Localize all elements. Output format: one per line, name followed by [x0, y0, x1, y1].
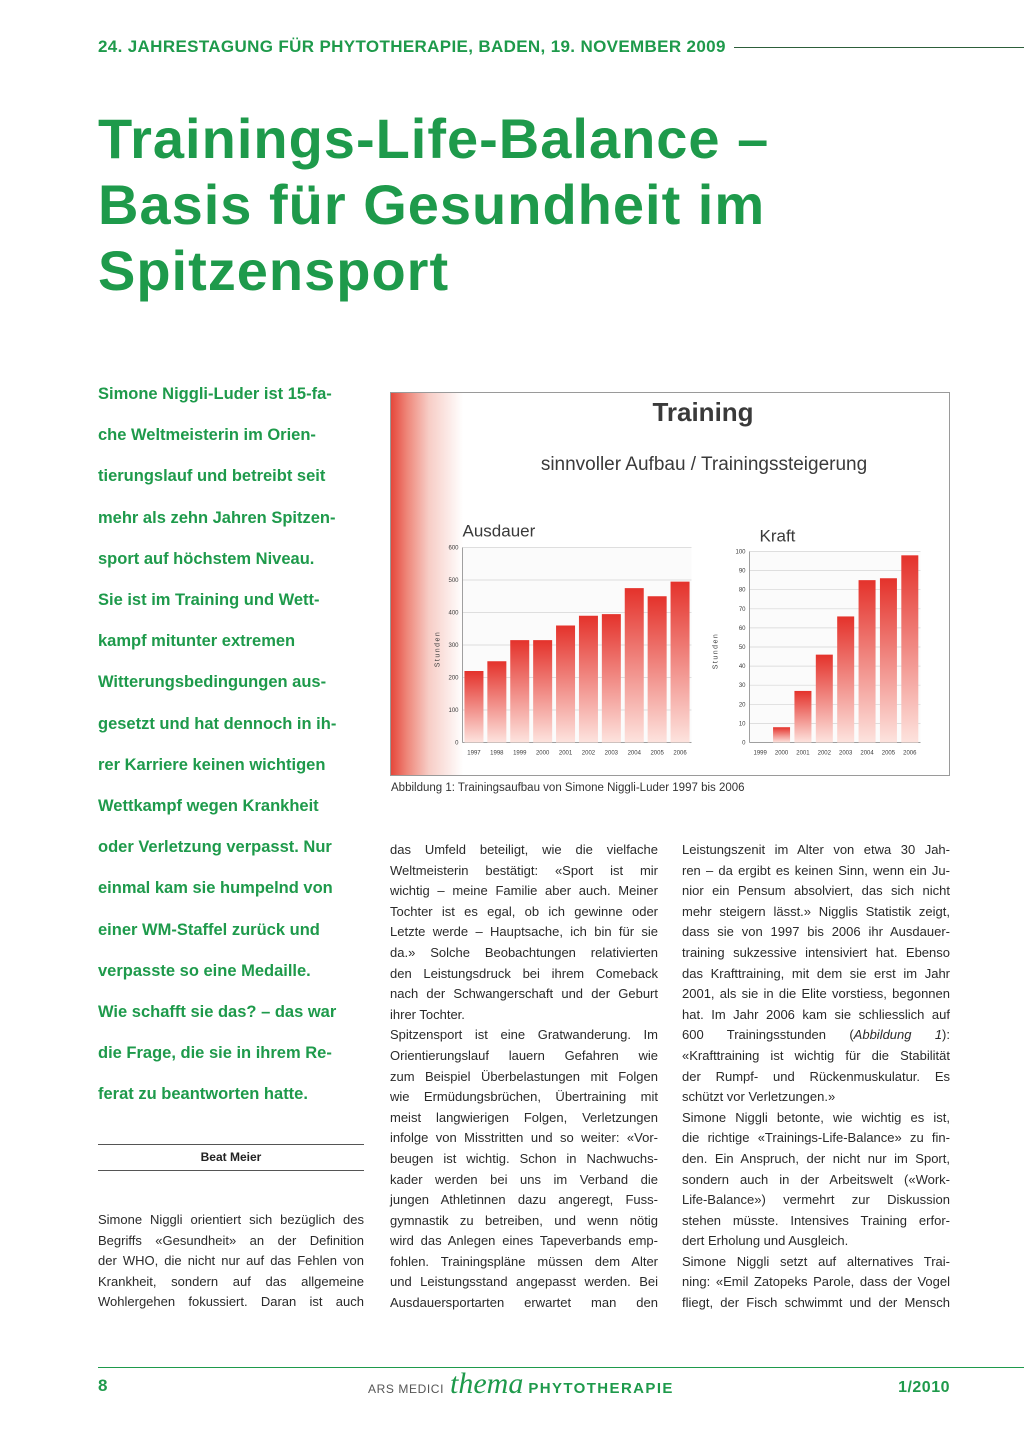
paragraph — [682, 1108, 950, 1252]
figure-caption: Abbildung 1: Trainingsaufbau von Simone Niggli-Luder 1997 bis 2006 — [391, 782, 745, 794]
text-line: wie Ermüdungsbrüchen, Übertraining mit — [390, 1089, 658, 1105]
text-line: den. Ein Anspruch, der nicht nur im Sport, — [682, 1150, 950, 1166]
lead-line: Simone Niggli-Luder ist 15-fa- — [98, 385, 332, 403]
x-tick-label: 2005 — [650, 750, 664, 757]
text-line: Ausdauersportarten erwartet man den — [390, 1295, 658, 1311]
magazine-logo — [368, 1368, 674, 1400]
paragraph — [682, 840, 950, 1108]
logo-magazine-name: ARS MEDICI — [368, 1382, 445, 1396]
figure-training-chart — [390, 392, 950, 776]
text-line: Wohlergehen fokussiert. Daran ist auch — [98, 1294, 364, 1310]
bar — [880, 578, 897, 742]
text-line: wichtig – meine Familie aber auch. Meiner — [390, 883, 658, 899]
text-line: stehen müsste. Intensives Training erfor- — [682, 1212, 950, 1228]
x-tick-label: 2001 — [796, 750, 810, 757]
x-tick-label: 2006 — [673, 750, 687, 757]
text-line: training sukzessive intensiviert hat. Ebenso — [682, 944, 950, 960]
y-axis-label: Stunden — [712, 632, 720, 670]
x-tick-label: 2001 — [558, 750, 573, 757]
y-tick-label: 30 — [738, 683, 746, 690]
paragraph — [682, 1252, 950, 1314]
body-column-left — [98, 1210, 364, 1313]
lead-line: gesetzt und hat dennoch in ih- — [98, 714, 337, 733]
y-tick-label: 600 — [448, 545, 459, 552]
figure-heading: Training — [652, 397, 754, 427]
logo-section: PHYTOTHERAPIE — [528, 1380, 674, 1397]
x-tick-label: 1999 — [753, 750, 767, 757]
text-line: Weltmeisterin bestätigt: «Sport ist mir — [390, 862, 658, 878]
y-tick-label: 0 — [455, 740, 459, 747]
bar — [859, 580, 876, 742]
bar — [837, 616, 854, 742]
y-axis-label: Stunden — [434, 630, 442, 668]
lead-line: einer WM-Staffel zurück und — [98, 920, 320, 939]
text-line: wird das Anlegen eines Tapeverbands emp- — [390, 1233, 658, 1249]
lead-line: che Weltmeisterin im Orien- — [98, 426, 316, 445]
x-tick-label: 2002 — [581, 750, 596, 757]
text-line: dass sie von 1997 bis 2006 ihr Ausdauer- — [682, 924, 950, 940]
lead-line: verpasste so eine Medaille. — [98, 961, 311, 980]
text-line: Tochter ist es egal, ob ich gewinne oder — [390, 903, 658, 919]
text-line: gymnastik zu betreiben, und wenn nötig — [390, 1212, 658, 1228]
bar — [487, 661, 506, 742]
text-line: ren – da ergibt es keinen Sinn, wenn ein Ju- — [682, 862, 950, 878]
text-line: Life-Balance») vermehrt zur Diskussion — [682, 1192, 950, 1208]
paragraph — [390, 840, 658, 1025]
text-line: Simone Niggli betonte, wie wichtig es ist, — [682, 1109, 950, 1125]
body-column-middle — [390, 840, 658, 1314]
text-line: Spitzensport ist eine Gratwanderung. Im — [390, 1027, 658, 1043]
author-name: Beat Meier — [200, 1150, 262, 1164]
text-line: «Krafttraining ist wichtig für die Stabilität — [682, 1047, 950, 1063]
lead-line: kampf mitunter extremen — [98, 632, 296, 651]
text-line: nach der Schwangerschaft und der Geburt — [390, 986, 658, 1002]
y-tick-label: 500 — [448, 578, 459, 584]
text-line: sondern auch in der Arbeitswelt («Work- — [682, 1171, 950, 1187]
chart-title: Kraft — [759, 526, 796, 546]
text-line: die richtige «Trainings-Life-Balance» zu fin- — [682, 1130, 950, 1146]
text-line: ning: «Emil Zatopeks Parole, dass der Vogel — [682, 1274, 950, 1290]
text-line: Begriffs «Gesundheit» an der Definition — [98, 1232, 364, 1248]
text-line: mehr steigern lässt.» Nigglis Statistik zeigt, — [682, 903, 950, 919]
page-number: 8 — [98, 1376, 108, 1395]
y-tick-label: 80 — [738, 587, 746, 594]
bar — [794, 691, 811, 743]
bar — [625, 588, 644, 742]
article-lead — [98, 374, 364, 1116]
bar — [602, 614, 621, 742]
lead-line: Sie ist im Training und Wett- — [98, 591, 320, 610]
text-line: da.» Solche Beobachtungen relativierten — [390, 944, 658, 960]
text-line: Simone Niggli setzt auf alternatives Trai- — [682, 1253, 950, 1269]
text-line: jungen Athletinnen dazu angeregt, Fuss- — [390, 1192, 658, 1208]
chart-title: Ausdauer — [462, 521, 536, 541]
title-line: Trainings-Life-Balance – — [98, 107, 770, 170]
y-tick-label: 100 — [448, 708, 459, 714]
lead-line: tierungslauf und betreibt seit — [98, 467, 326, 486]
lead-line: Wettkampf wegen Krankheit — [98, 797, 319, 816]
lead-line: oder Verletzung verpasst. Nur — [98, 838, 332, 857]
x-tick-label: 2006 — [903, 750, 917, 757]
paragraph — [390, 1025, 658, 1313]
bar — [464, 671, 483, 743]
bar — [510, 640, 529, 742]
text-line: dert Erholung und Ausgleich. — [682, 1233, 849, 1249]
bar — [648, 596, 667, 742]
text-line: ihrer Tochter. — [390, 1006, 465, 1022]
y-tick-label: 10 — [738, 721, 746, 728]
x-tick-label: 2003 — [604, 750, 619, 757]
text-line: Krankheit, sondern auf das allgemeine — [98, 1273, 364, 1289]
bar — [671, 582, 690, 743]
text-line: hat. Im Jahr 2006 kam sie schliesslich auf — [682, 1006, 950, 1022]
text-line — [682, 1025, 950, 1046]
bar — [533, 640, 552, 742]
y-tick-label: 0 — [742, 740, 746, 747]
text-line: Simone Niggli orientiert sich bezüglich des — [98, 1212, 364, 1227]
y-tick-label: 400 — [448, 610, 459, 617]
body-column-right — [682, 840, 950, 1314]
x-tick-label: 2000 — [774, 750, 789, 757]
author-box — [98, 1144, 364, 1171]
text-line: Letzte werde – Hauptsache, ich bin für sie — [390, 924, 658, 940]
y-tick-label: 100 — [735, 549, 746, 556]
figure-canvas — [391, 393, 948, 774]
x-tick-label: 1999 — [513, 750, 527, 757]
y-tick-label: 50 — [738, 645, 746, 651]
y-tick-label: 90 — [738, 568, 746, 575]
lead-line: ferat zu beantworten hatte. — [98, 1085, 308, 1104]
article-title — [98, 106, 998, 304]
y-tick-label: 40 — [738, 664, 746, 671]
bar-chart-0 — [435, 522, 692, 757]
header-rule — [734, 47, 1024, 48]
title-line: Spitzensport — [98, 239, 450, 302]
x-tick-label: 2005 — [881, 750, 896, 757]
lead-line: sport auf höchstem Niveau. — [98, 549, 315, 568]
bar-chart-1 — [713, 527, 921, 757]
x-tick-label: 2004 — [860, 750, 874, 757]
text-line: nior ein Pensum absolviert, das sich nicht — [682, 883, 950, 899]
figure-subheading: sinnvoller Aufbau / Trainingssteigerung — [540, 454, 868, 475]
text-line: Leistungszenit im Alter von etwa 30 Jah- — [682, 842, 950, 857]
figure-reference: Abbildung 1 — [853, 1027, 943, 1043]
running-title: 24. JAHRESTAGUNG FÜR PHYTOTHERAPIE, BADEN, 19. NOVEMBER 2009 — [98, 37, 726, 56]
y-tick-label: 70 — [738, 606, 746, 613]
bar — [816, 655, 833, 743]
bar — [901, 555, 918, 742]
text-line: kader werden bei uns im Verband die — [390, 1171, 658, 1187]
text-line: beugen ist wichtig. Schon in Nachwuchs- — [390, 1150, 658, 1166]
running-header — [98, 36, 1024, 58]
y-tick-label: 20 — [738, 702, 746, 709]
issue-number: 1/2010 — [898, 1379, 950, 1396]
text-line: den Leistungsdruck bei ihrem Comeback — [390, 965, 658, 981]
x-tick-label: 1998 — [490, 750, 504, 757]
text-line: das Krafttraining, mit dem sie erst im Jahr — [682, 965, 950, 981]
lead-line: rer Karriere keinen wichtigen — [98, 755, 326, 774]
lead-line: die Frage, die sie in ihrem Re- — [98, 1044, 332, 1063]
text-segment: 600 Trainingsstunden ( — [682, 1027, 854, 1043]
text-segment: ): — [942, 1027, 950, 1043]
title-line: Basis für Gesundheit im — [98, 173, 766, 236]
text-line: Orientierungslauf lauern Gefahren wie — [390, 1047, 658, 1063]
lead-line: einmal kam sie humpelnd von — [98, 879, 333, 898]
text-line: das Umfeld beteiligt, wie die vielfache — [390, 842, 658, 857]
lead-line: Witterungsbedingungen aus- — [98, 673, 327, 692]
text-line: meist langwierigen Folgen, Verletzungen — [390, 1109, 658, 1125]
logo-supplement: thema — [450, 1367, 524, 1400]
text-line: infolge von Misstritten und so weiter: «Vor- — [390, 1130, 658, 1146]
text-line: 2001, als sie in die Elite vorstiess, begonnen — [682, 986, 950, 1002]
text-line: fohlen. Trainingspläne müssen dem Alter — [390, 1253, 658, 1269]
bar — [556, 626, 575, 743]
paragraph — [98, 1210, 364, 1313]
x-tick-label: 2002 — [817, 750, 831, 757]
x-tick-label: 2003 — [839, 750, 853, 757]
y-tick-label: 200 — [448, 675, 459, 682]
bar — [579, 616, 598, 743]
text-line: und Leistungsstand angepasst werden. Bei — [390, 1274, 658, 1290]
bar — [773, 727, 790, 742]
text-line: der Rumpf- und Rückenmuskulatur. Es — [682, 1068, 950, 1084]
lead-line: Wie schafft sie das? – das war — [98, 1003, 337, 1022]
y-tick-label: 300 — [448, 643, 459, 649]
y-tick-label: 60 — [738, 625, 746, 632]
x-tick-label: 2000 — [535, 750, 550, 757]
x-tick-label: 1997 — [467, 750, 481, 757]
lead-line: mehr als zehn Jahren Spitzen- — [98, 508, 336, 527]
text-line: zum Beispiel Überbelastungen mit Folgen — [390, 1068, 658, 1084]
x-tick-label: 2004 — [627, 750, 641, 757]
text-line: fliegt, der Fisch schwimmt und der Mensch — [682, 1295, 950, 1311]
text-line: der WHO, die nicht nur auf das Fehlen von — [98, 1253, 364, 1269]
text-line: schützt vor Verletzungen.» — [682, 1089, 836, 1105]
